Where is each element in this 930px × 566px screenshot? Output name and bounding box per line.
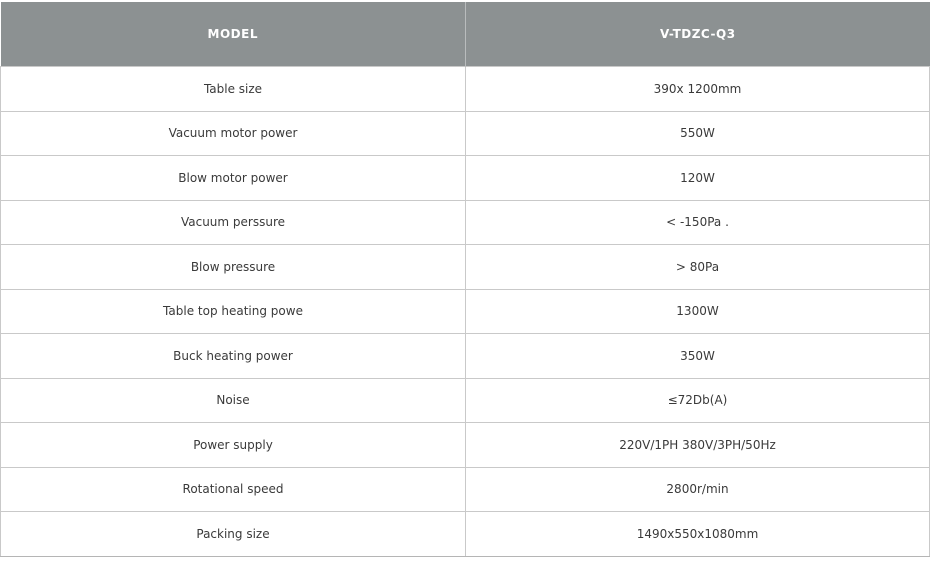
spec-label: Table top heating powe <box>1 289 466 334</box>
header-row <box>1 2 930 67</box>
table-row <box>1 512 930 557</box>
spec-label: Noise <box>1 378 466 423</box>
spec-value: > 80Pa <box>466 245 930 290</box>
spec-label: Vacuum perssure <box>1 200 466 245</box>
spec-value: < -150Pa . <box>466 200 930 245</box>
table-row <box>1 67 930 112</box>
spec-value: 2800r/min <box>466 467 930 512</box>
spec-value: 120W <box>466 156 930 201</box>
spec-value: 1490x550x1080mm <box>466 512 930 557</box>
table-row <box>1 423 930 468</box>
spec-value: 220V/1PH 380V/3PH/50Hz <box>466 423 930 468</box>
table-row <box>1 289 930 334</box>
table-row <box>1 156 930 201</box>
spec-value: 1300W <box>466 289 930 334</box>
table-row <box>1 111 930 156</box>
spec-value: ≤72Db(A) <box>466 378 930 423</box>
table-header <box>1 2 930 67</box>
table-row <box>1 378 930 423</box>
spec-label: Power supply <box>1 423 466 468</box>
table-row <box>1 245 930 290</box>
spec-label: Buck heating power <box>1 334 466 379</box>
table-row <box>1 467 930 512</box>
spec-table <box>0 2 930 557</box>
header-model-value: V-TDZC-Q3 <box>466 2 930 67</box>
table-body <box>1 67 930 557</box>
spec-label: Vacuum motor power <box>1 111 466 156</box>
spec-label: Blow motor power <box>1 156 466 201</box>
spec-value: 550W <box>466 111 930 156</box>
spec-label: Table size <box>1 67 466 112</box>
header-model-label: MODEL <box>1 2 466 67</box>
spec-label: Blow pressure <box>1 245 466 290</box>
spec-label: Rotational speed <box>1 467 466 512</box>
spec-label: Packing size <box>1 512 466 557</box>
table-row <box>1 200 930 245</box>
spec-value: 390x 1200mm <box>466 67 930 112</box>
spec-value: 350W <box>466 334 930 379</box>
table-row <box>1 334 930 379</box>
